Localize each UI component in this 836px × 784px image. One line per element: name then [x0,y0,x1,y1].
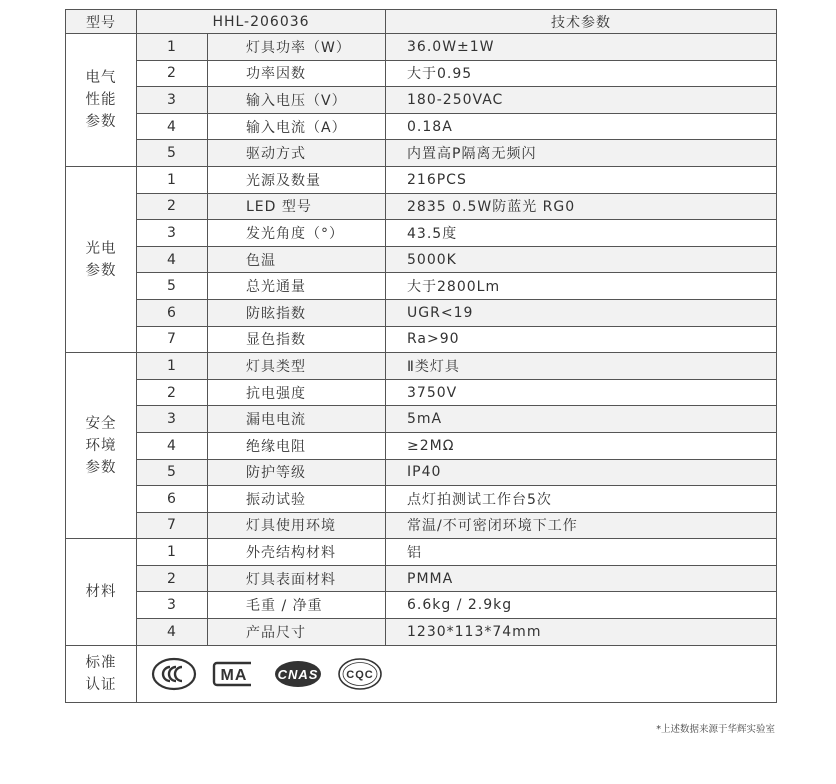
row-number: 6 [137,486,208,513]
table-row [66,619,777,646]
row-number: 2 [137,193,208,220]
row-number: 7 [137,512,208,539]
param-value: UGR<19 [386,299,777,326]
param-value: 2835 0.5W防蓝光 RG0 [386,193,777,220]
certification-label [66,645,137,702]
table-row [66,299,777,326]
table-row [66,60,777,87]
row-number: 4 [137,246,208,273]
param-name: 毛重 / 净重 [208,592,386,619]
param-value: 1230*113*74mm [386,619,777,646]
row-number: 2 [137,379,208,406]
table-row [66,193,777,220]
group-label-line: 环境 [85,437,117,454]
group-label [66,166,137,352]
table-row [66,486,777,513]
param-value: PMMA [386,565,777,592]
row-number: 3 [137,220,208,247]
table-row [66,512,777,539]
param-value: 5000K [386,246,777,273]
cqc-logo [337,657,383,691]
row-number: 2 [137,60,208,87]
param-name: 防护等级 [208,459,386,486]
table-row [66,432,777,459]
param-value: 点灯拍测试工作台5次 [386,486,777,513]
row-number: 5 [137,140,208,167]
row-number: 5 [137,459,208,486]
param-name: 漏电电流 [208,406,386,433]
group-label-line: 参数 [85,262,117,279]
table-row [66,113,777,140]
header-type-label: 型号 [66,10,137,34]
certification-row [66,645,777,702]
cnas-logo [273,659,323,689]
param-name: 振动试验 [208,486,386,513]
param-value: 216PCS [386,166,777,193]
table-row [66,34,777,61]
param-name: 光源及数量 [208,166,386,193]
table-row [66,273,777,300]
param-name: 灯具表面材料 [208,565,386,592]
group-label [66,34,137,167]
row-number: 2 [137,565,208,592]
certification-logos [137,645,777,702]
param-name: 产品尺寸 [208,619,386,646]
param-value: 3750V [386,379,777,406]
row-number: 4 [137,619,208,646]
param-name: 外壳结构材料 [208,539,386,566]
table-row [66,220,777,247]
param-value: 43.5度 [386,220,777,247]
table-row [66,592,777,619]
header-spec-label: 技术参数 [386,10,777,34]
param-value: 36.0W±1W [386,34,777,61]
header-model: HHL-206036 [137,10,386,34]
row-number: 3 [137,406,208,433]
table-row [66,140,777,167]
param-name: 灯具类型 [208,353,386,380]
row-number: 1 [137,539,208,566]
row-number: 7 [137,326,208,353]
group-label-line: 性能 [85,91,117,108]
row-number: 1 [137,353,208,380]
svg-text:CQC: CQC [346,668,374,681]
table-row [66,459,777,486]
param-name: 灯具使用环境 [208,512,386,539]
table-row [66,326,777,353]
row-number: 4 [137,113,208,140]
group-label-line: 光电 [85,240,117,257]
group-label-line: 安全 [85,415,117,432]
param-name: LED 型号 [208,193,386,220]
table-row [66,539,777,566]
param-value: Ra>90 [386,326,777,353]
param-value: 180-250VAC [386,87,777,114]
param-name: 色温 [208,246,386,273]
row-number: 4 [137,432,208,459]
param-value: 6.6kg / 2.9kg [386,592,777,619]
param-name: 抗电强度 [208,379,386,406]
row-number: 3 [137,592,208,619]
param-name: 显色指数 [208,326,386,353]
ccc-logo [151,657,197,691]
group-label-line: 电气 [85,69,117,86]
param-name: 驱动方式 [208,140,386,167]
table-row [66,353,777,380]
param-value: IP40 [386,459,777,486]
param-name: 输入电压（V） [208,87,386,114]
row-number: 1 [137,34,208,61]
param-name: 功率因数 [208,60,386,87]
param-value: 内置高P隔离无频闪 [386,140,777,167]
table-row [66,87,777,114]
param-name: 绝缘电阻 [208,432,386,459]
group-label [66,353,137,539]
param-value: 大于0.95 [386,60,777,87]
row-number: 5 [137,273,208,300]
param-value: 0.18A [386,113,777,140]
svg-text:CNAS: CNAS [277,666,319,682]
table-row [66,565,777,592]
source-footnote: *上述数据来源于华辉实验室 [656,724,775,735]
table-row [66,406,777,433]
svg-text:MA: MA [220,666,248,684]
header-row [66,10,777,34]
param-value: 常温/不可密闭环境下工作 [386,512,777,539]
param-value: Ⅱ类灯具 [386,353,777,380]
param-value: 大于2800Lm [386,273,777,300]
group-label [66,539,137,645]
param-value: ≥2MΩ [386,432,777,459]
param-name: 防眩指数 [208,299,386,326]
param-name: 总光通量 [208,273,386,300]
param-name: 发光角度（°） [208,220,386,247]
table-row [66,379,777,406]
table-row [66,166,777,193]
table-row [66,246,777,273]
row-number: 6 [137,299,208,326]
param-value: 5mA [386,406,777,433]
spec-table [65,9,777,703]
group-label-line: 参数 [85,113,117,130]
param-name: 输入电流（A） [208,113,386,140]
row-number: 1 [137,166,208,193]
param-value: 铝 [386,539,777,566]
cma-logo [211,660,259,688]
row-number: 3 [137,87,208,114]
group-label-line: 材料 [85,583,117,600]
certification-label-line: 标准 [85,654,117,671]
certification-label-line: 认证 [85,676,117,693]
group-label-line: 参数 [85,459,117,476]
param-name: 灯具功率（W） [208,34,386,61]
